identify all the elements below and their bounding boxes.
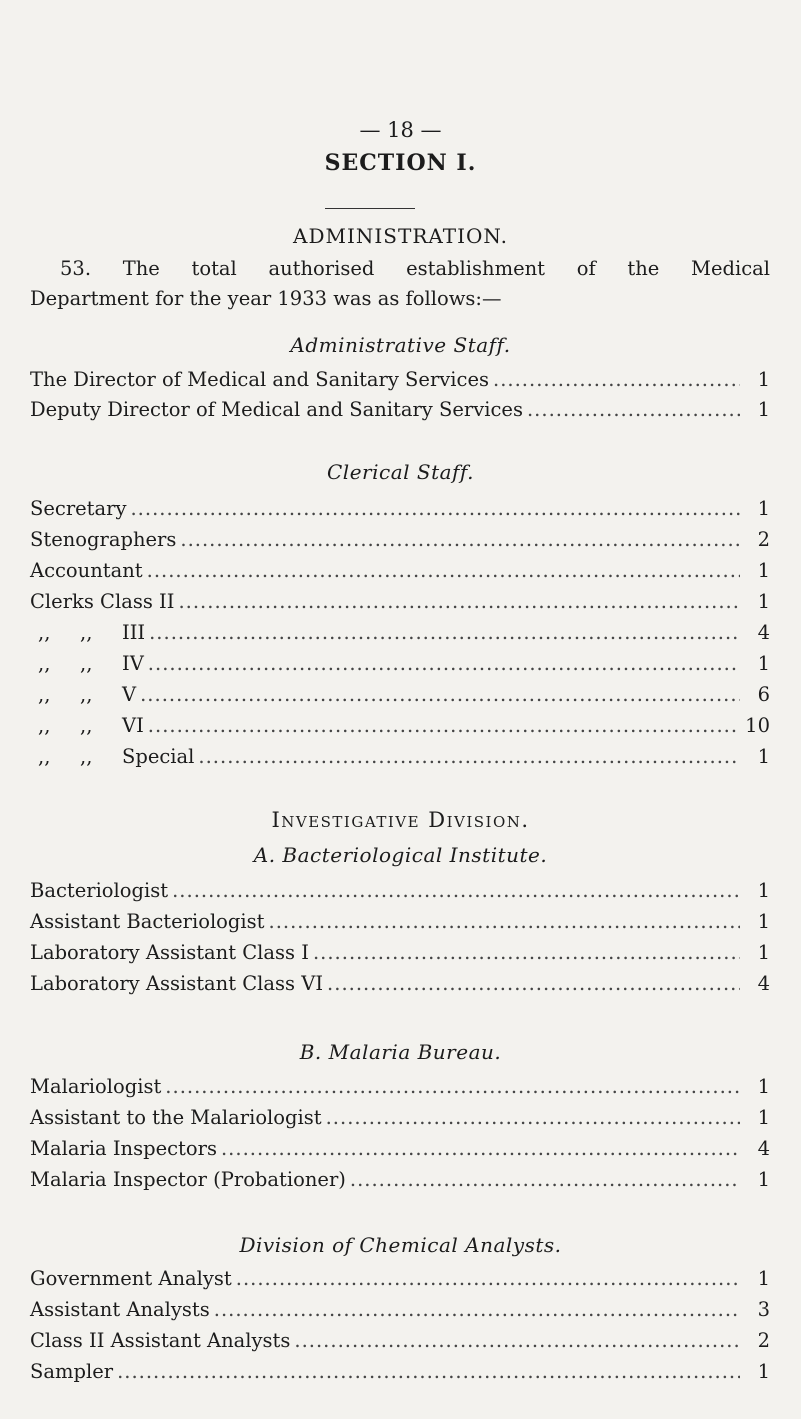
leader-dots xyxy=(178,590,740,613)
item-label xyxy=(30,745,198,768)
item-label-text: VI xyxy=(122,714,144,737)
list-item xyxy=(30,1168,770,1198)
item-value: 1 xyxy=(757,1168,770,1191)
bacteriological-institute-title: A. Bacteriological Institute. xyxy=(253,843,548,867)
list-item xyxy=(30,398,770,428)
item-value: 3 xyxy=(757,1298,770,1321)
administrative-staff-title: Administrative Staff. xyxy=(290,333,511,357)
section-title: SECTION I. xyxy=(324,150,477,176)
leader-dots xyxy=(294,1329,740,1352)
ditto-mark: ,, xyxy=(38,652,51,675)
item-label xyxy=(30,621,149,644)
item-value: 2 xyxy=(757,528,770,551)
item-label: Stenographers xyxy=(30,528,177,551)
item-value: 1 xyxy=(757,497,770,520)
leader-dots xyxy=(198,745,740,768)
item-value: 1 xyxy=(757,879,770,902)
list-item xyxy=(30,1267,770,1297)
list-item xyxy=(30,941,770,971)
item-value: 2 xyxy=(757,1329,770,1352)
list-item xyxy=(30,879,770,909)
list-item xyxy=(30,1106,770,1136)
item-value: 1 xyxy=(757,368,770,391)
item-value: 1 xyxy=(757,1360,770,1383)
leader-dots xyxy=(165,1075,740,1098)
ditto-mark: ,, xyxy=(80,714,93,737)
list-item xyxy=(30,1137,770,1167)
item-value: 4 xyxy=(757,621,770,644)
ditto-mark: ,, xyxy=(80,621,93,644)
leader-dots xyxy=(140,683,740,706)
ditto-mark: ,, xyxy=(80,745,93,768)
item-label: Secretary xyxy=(30,497,127,520)
leader-dots xyxy=(327,972,740,995)
item-label: Malariologist xyxy=(30,1075,162,1098)
item-label xyxy=(30,652,148,675)
item-value: 1 xyxy=(757,941,770,964)
leader-dots xyxy=(493,368,740,391)
item-value: 1 xyxy=(757,559,770,582)
page-number: — 18 — xyxy=(359,118,442,142)
leader-dots xyxy=(148,652,740,675)
leader-dots xyxy=(117,1360,740,1383)
item-value: 1 xyxy=(757,910,770,933)
item-label-text: Special xyxy=(122,745,195,768)
item-label: Accountant xyxy=(30,559,143,582)
list-item xyxy=(30,1298,770,1328)
item-value: 1 xyxy=(757,652,770,675)
leader-dots xyxy=(221,1137,740,1160)
item-label xyxy=(30,683,140,706)
item-value: 4 xyxy=(757,1137,770,1160)
list-item xyxy=(30,528,770,558)
investigative-division-title: Investigative Division. xyxy=(271,808,530,832)
list-item xyxy=(30,652,770,682)
item-value: 4 xyxy=(757,972,770,995)
administration-heading: ADMINISTRATION. xyxy=(293,224,508,248)
item-label xyxy=(30,714,148,737)
item-label: Deputy Director of Medical and Sanitary Services xyxy=(30,398,523,421)
leader-dots xyxy=(326,1106,740,1129)
list-item xyxy=(30,714,770,744)
clerical-staff-title: Clerical Staff. xyxy=(327,460,474,484)
leader-dots xyxy=(130,497,740,520)
list-item xyxy=(30,745,770,775)
item-label-text: IV xyxy=(122,652,144,675)
item-label: Clerks Class II xyxy=(30,590,175,613)
item-label: The Director of Medical and Sanitary Services xyxy=(30,368,490,391)
list-item xyxy=(30,910,770,940)
ditto-mark: ,, xyxy=(38,683,51,706)
leader-dots xyxy=(350,1168,740,1191)
item-label: Class II Assistant Analysts xyxy=(30,1329,291,1352)
list-item xyxy=(30,1329,770,1359)
intro-paragraph xyxy=(30,254,770,314)
list-item xyxy=(30,621,770,651)
item-label: Sampler xyxy=(30,1360,114,1383)
leader-dots xyxy=(148,714,737,737)
item-label: Malaria Inspector (Probationer) xyxy=(30,1168,346,1191)
list-item xyxy=(30,1075,770,1105)
ditto-mark: ,, xyxy=(80,683,93,706)
item-label: Government Analyst xyxy=(30,1267,232,1290)
leader-dots xyxy=(313,941,740,964)
list-item xyxy=(30,497,770,527)
leader-dots xyxy=(236,1267,740,1290)
leader-dots xyxy=(147,559,740,582)
leader-dots xyxy=(172,879,740,902)
item-label-text: V xyxy=(122,683,137,706)
item-label: Assistant to the Malariologist xyxy=(30,1106,322,1129)
item-value: 1 xyxy=(757,1075,770,1098)
item-value: 1 xyxy=(757,1106,770,1129)
item-value: 1 xyxy=(757,590,770,613)
intro-line-1: 53. The total authorised establishment of the Medical xyxy=(60,257,770,280)
ditto-mark: ,, xyxy=(38,745,51,768)
item-label: Laboratory Assistant Class I xyxy=(30,941,309,964)
list-item xyxy=(30,972,770,1002)
item-value: 10 xyxy=(745,714,770,737)
item-label: Malaria Inspectors xyxy=(30,1137,217,1160)
list-item xyxy=(30,368,770,398)
list-item xyxy=(30,683,770,713)
leader-dots xyxy=(214,1298,740,1321)
list-item xyxy=(30,590,770,620)
item-value: 1 xyxy=(757,1267,770,1290)
leader-dots xyxy=(527,398,740,421)
item-label: Laboratory Assistant Class VI xyxy=(30,972,324,995)
malaria-bureau-title: B. Malaria Bureau. xyxy=(299,1040,502,1064)
leader-dots xyxy=(149,621,740,644)
chemical-analysts-title: Division of Chemical Analysts. xyxy=(239,1233,562,1257)
item-label-text: III xyxy=(122,621,146,644)
item-value: 1 xyxy=(757,398,770,421)
item-value: 6 xyxy=(757,683,770,706)
ditto-mark: ,, xyxy=(38,621,51,644)
leader-dots xyxy=(180,528,740,551)
title-rule xyxy=(325,208,415,209)
item-label: Assistant Analysts xyxy=(30,1298,210,1321)
ditto-mark: ,, xyxy=(38,714,51,737)
list-item xyxy=(30,1360,770,1390)
intro-line-2: Department for the year 1933 was as follows:— xyxy=(30,287,502,310)
item-label: Assistant Bacteriologist xyxy=(30,910,265,933)
list-item xyxy=(30,559,770,589)
ditto-mark: ,, xyxy=(80,652,93,675)
item-label: Bacteriologist xyxy=(30,879,169,902)
leader-dots xyxy=(269,910,741,933)
item-value: 1 xyxy=(757,745,770,768)
